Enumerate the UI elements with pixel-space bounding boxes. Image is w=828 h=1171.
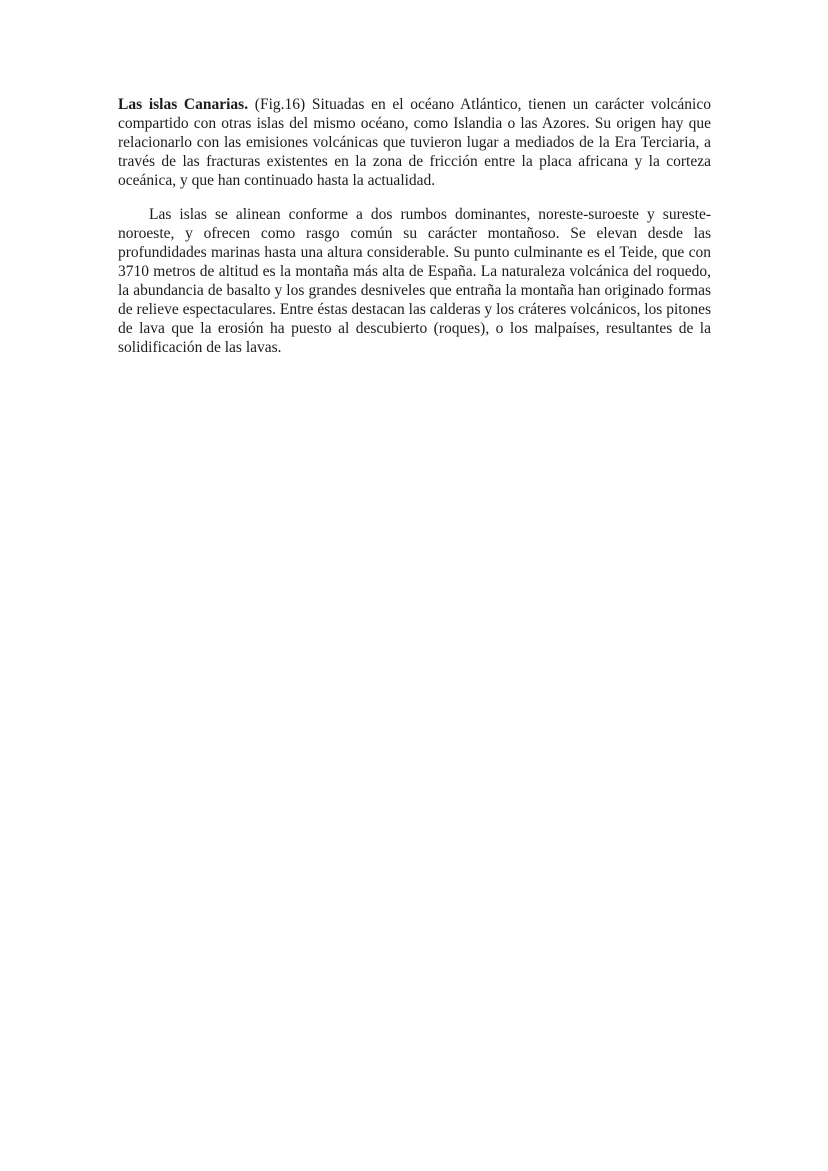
paragraph-canarias-intro bbox=[118, 95, 711, 190]
paragraph-canarias-relief bbox=[118, 205, 711, 357]
paragraph-lead-bold: Las islas Canarias. bbox=[118, 96, 249, 113]
paragraph-body-text: Las islas se alinean conforme a dos rumbos dominantes, noreste-suroeste y sureste-noroeste, y ofrecen como rasgo común su carácter montañoso. Se elevan desde las profundidades marinas hasta una altura considerable. Su punto culminante es el Teide, que con 3710 metros de altitud es la montaña más alta de España. La naturaleza volcánica del roquedo, la abundancia de basalto y los grandes desniveles que entraña la montaña han originado formas de relieve espectaculares. Entre éstas destacan las calderas y los cráteres volcánicos, los pitones de lava que la erosión ha puesto al descubierto (roques), o los malpaíses, resultantes de la solidificación de las lavas. bbox=[118, 206, 711, 356]
paragraph-body-text: (Fig.16) Situadas en el océano Atlántico, tienen un carácter volcánico compartido con otras islas del mismo océano, como Islandia o las Azores. Su origen hay que relacionarlo con las emisiones volcánicas que tuvieron lugar a mediados de la Era Terciaria, a través de las fracturas existentes en la zona de fricción entre la placa africana y la corteza oceánica, y que han continuado hasta la actualidad. bbox=[118, 96, 711, 189]
text-column bbox=[118, 95, 711, 357]
